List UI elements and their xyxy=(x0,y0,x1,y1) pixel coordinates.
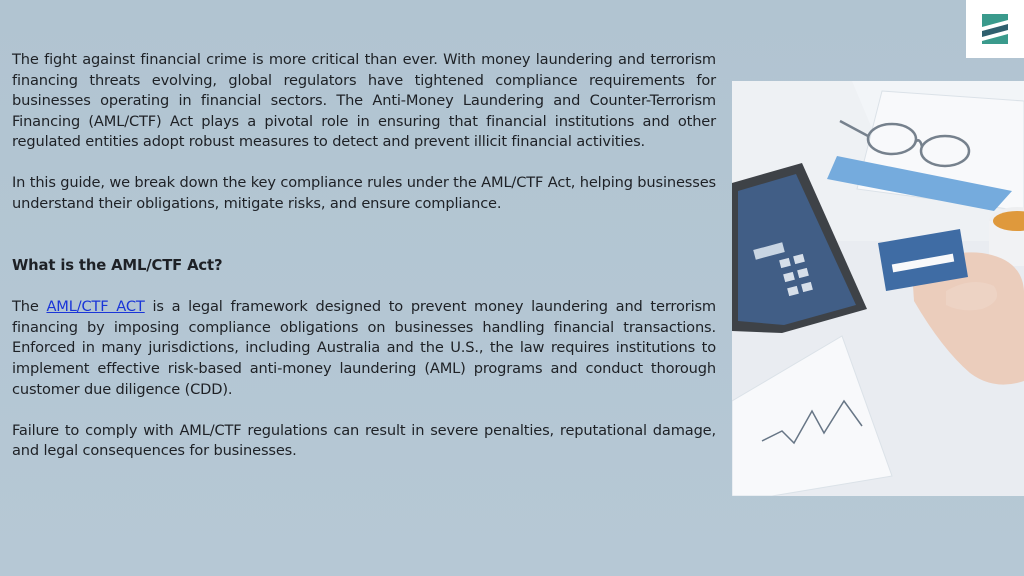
section-heading: What is the AML/CTF Act? xyxy=(12,257,223,275)
text-column xyxy=(12,50,716,462)
definition-suffix: is a legal framework designed to prevent money laundering and terrorism financing by imposing compliance obligations on businesses handling financial transactions. Enforced in many jurisdictions, including Australia and the U.S., the law requires institutions to implement effective risk-based anti-money laundering (AML) programs and conduct thorough customer due diligence (CDD). xyxy=(12,298,716,398)
definition-prefix: The xyxy=(12,298,47,316)
guide-paragraph: In this guide, we break down the key compliance rules under the AML/CTF Act, helping businesses understand their obligations, mitigate risks, and ensure compliance. xyxy=(12,174,716,213)
definition-paragraph xyxy=(12,297,716,400)
photo-tablet-card-payment xyxy=(732,81,1024,496)
intro-paragraph: The fight against financial crime is more critical than ever. With money laundering and terrorism financing threats evolving, global regulators have tightened compliance requirements for businesses operating in financial sectors. The Anti-Money Laundering and Counter-Terrorism Financing (AML/CTF) Act plays a pivotal role in ensuring that financial institutions and other regulated entities adopt robust measures to detect and prevent illicit financial activities. xyxy=(12,51,716,151)
brand-logo[interactable] xyxy=(966,0,1024,58)
failure-paragraph: Failure to comply with AML/CTF regulations can result in severe penalties, reputational damage, and legal consequences for businesses. xyxy=(12,421,716,460)
brand-logo-icon xyxy=(966,0,1024,58)
photo-illustration xyxy=(732,81,1024,496)
aml-ctf-act-link[interactable]: AML/CTF ACT xyxy=(46,298,145,316)
